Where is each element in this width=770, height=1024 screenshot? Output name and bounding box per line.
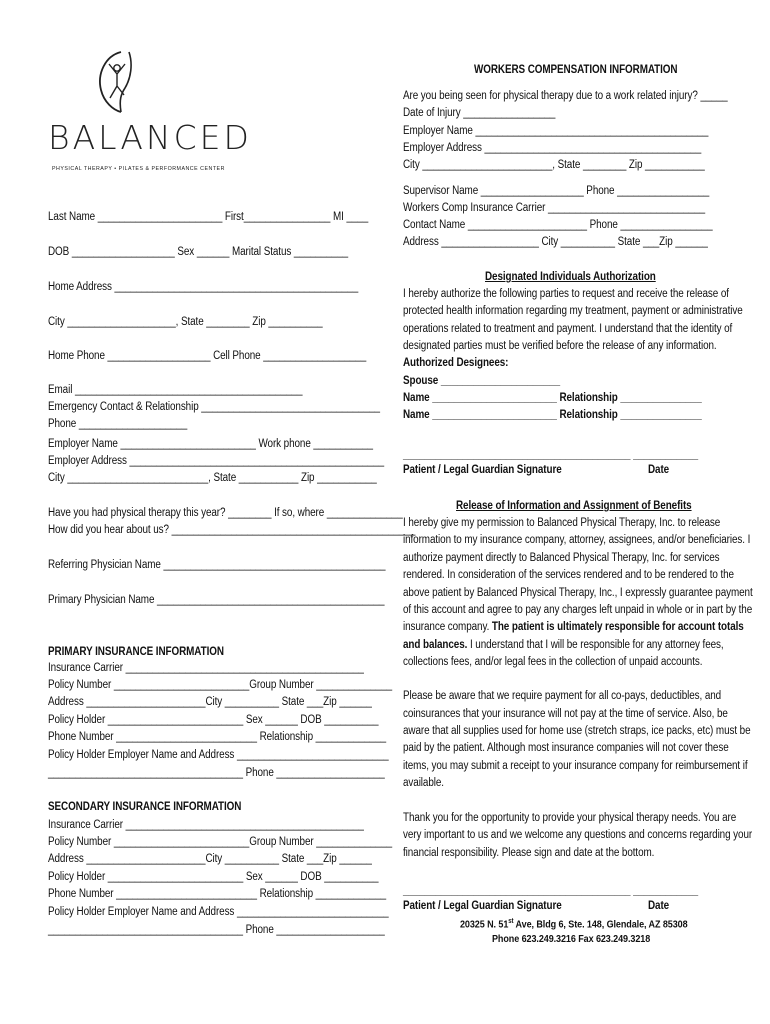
aware-text: coinsurances that your insurance will not pay at the time of service. Also, be bbox=[403, 708, 728, 720]
release-text: authorize payment directly to Balanced Physical Therapy, Inc. for services bbox=[403, 552, 720, 564]
aware-text: paid by the patient. Although most insurance companies will not cover these bbox=[403, 742, 729, 754]
release-text-bold: and balances. bbox=[403, 639, 468, 651]
aware-text: items, you may submit a receipt to your insurance company for reimbursement if bbox=[403, 760, 748, 772]
primary-insurance-line: Insurance Carrier ____________________________________________ bbox=[48, 662, 364, 674]
thanks-text: financial responsibility. Please sign and date at the bottom. bbox=[403, 847, 655, 859]
clinic-address-b: Ave, Bldg 6, Ste. 148, Glendale, AZ 85308 bbox=[513, 918, 688, 931]
secondary-insurance-heading: SECONDARY INSURANCE INFORMATION bbox=[48, 801, 242, 813]
release-text: of this account and agree to pay any charges left unpaid in whole or in part by the bbox=[403, 604, 753, 616]
primary-insurance-heading: PRIMARY INSURANCE INFORMATION bbox=[48, 646, 224, 658]
release-text: collections fees, and/or legal fees in the collection of unpaid accounts. bbox=[403, 656, 703, 668]
primary-physician-line: Primary Physician Name __________________________________________ bbox=[48, 594, 385, 606]
signature-line: __________________________________________ ____________ bbox=[403, 449, 699, 461]
release-text-bold: The patient is ultimately responsible for account totals bbox=[491, 621, 744, 633]
primary-insurance-line: Address ______________________City __________ State ___Zip ______ bbox=[48, 696, 372, 708]
release-text-plain: insurance company. bbox=[403, 621, 492, 633]
wc-line: Employer Address ________________________________________ bbox=[403, 142, 702, 154]
secondary-insurance-line: Address ______________________City __________ State ___Zip ______ bbox=[48, 853, 372, 865]
release-text-plain: I understand that I will be responsible for any attorney fees, bbox=[467, 639, 724, 651]
primary-insurance-line: Policy Number _________________________Group Number ______________ bbox=[48, 679, 393, 691]
dob-line: DOB ___________________ Sex ______ Marital Status __________ bbox=[48, 246, 349, 258]
release-heading: Release of Information and Assignment of Benefits bbox=[456, 500, 692, 512]
balanced-logo-figure-icon bbox=[95, 48, 139, 114]
final-date-label: Date bbox=[648, 900, 670, 912]
hear-about-line: How did you hear about us? _____________________________________________ bbox=[48, 524, 416, 536]
designees-label: Authorized Designees: bbox=[403, 357, 509, 369]
release-text-line8 bbox=[403, 638, 724, 652]
signature-label: Patient / Legal Guardian Signature bbox=[403, 464, 562, 476]
wc-line: Employer Name ___________________________________________ bbox=[403, 125, 709, 137]
clinic-address-sup: st bbox=[508, 918, 514, 925]
wc-line: Contact Name ______________________ Phone _________________ bbox=[403, 219, 713, 231]
name-line: Last Name _______________________ First________________ MI ____ bbox=[48, 211, 369, 223]
emergency-contact-line: Emergency Contact & Relationship _________________________________ bbox=[48, 401, 380, 413]
designated-heading: Designated Individuals Authorization bbox=[485, 271, 656, 283]
email-line: Email __________________________________________ bbox=[48, 384, 303, 396]
aware-text: Please be aware that we require payment for all co-pays, deductibles, and bbox=[403, 690, 722, 702]
final-signature-label: Patient / Legal Guardian Signature bbox=[403, 900, 562, 912]
release-text: above patient by Balanced Physical Therapy, Inc., I expressly guarantee payment bbox=[403, 587, 753, 599]
employer-city-line: City __________________________, State ___________ Zip ___________ bbox=[48, 472, 377, 484]
clinic-address bbox=[460, 915, 688, 932]
wc-line: Supervisor Name ___________________ Phone _________________ bbox=[403, 185, 710, 197]
secondary-insurance-line: Policy Number _________________________Group Number ______________ bbox=[48, 836, 393, 848]
designee-name-line: Name _______________________ Relationship _______________ bbox=[403, 392, 702, 404]
date-label: Date bbox=[648, 464, 670, 476]
home-address-line: Home Address _____________________________________________ bbox=[48, 281, 359, 293]
referring-physician-line: Referring Physician Name _________________________________________ bbox=[48, 559, 386, 571]
designated-text: designated parties must be verified before the release of any information. bbox=[403, 340, 717, 352]
wc-line: Address __________________ City __________ State ___Zip ______ bbox=[403, 236, 708, 248]
secondary-insurance-line: Policy Holder Employer Name and Address ____________________________ bbox=[48, 906, 389, 918]
pt-this-year-line: Have you had physical therapy this year? ________ If so, where ______________ bbox=[48, 507, 403, 519]
thanks-text: very important to us and we welcome any questions and concerns regarding your bbox=[403, 829, 753, 841]
aware-text: available. bbox=[403, 777, 444, 789]
release-text: rendered. In consideration of the services rendered and to be rendered to the bbox=[403, 569, 734, 581]
employer-address-line: Employer Address _______________________________________________ bbox=[48, 455, 385, 467]
primary-insurance-line: Phone Number __________________________ Relationship _____________ bbox=[48, 731, 387, 743]
logo-tagline: PHYSICAL THERAPY • PILATES & PERFORMANCE CENTER bbox=[52, 166, 225, 172]
release-text-line7 bbox=[403, 620, 744, 634]
wc-line: City ________________________, State ________ Zip ___________ bbox=[403, 159, 705, 171]
primary-insurance-line: ____________________________________ Phone ____________________ bbox=[48, 767, 385, 779]
city-line: City ____________________, State ________ Zip __________ bbox=[48, 316, 323, 328]
employer-name-line: Employer Name _________________________ Work phone ___________ bbox=[48, 438, 373, 450]
wc-line: Date of Injury _________________ bbox=[403, 107, 556, 119]
logo-wordmark: BALANCED bbox=[48, 118, 252, 157]
thanks-text: Thank you for the opportunity to provide your physical therapy needs. You are bbox=[403, 812, 737, 824]
workers-comp-heading: WORKERS COMPENSATION INFORMATION bbox=[474, 64, 678, 76]
clinic-address-a: 20325 N. 51 bbox=[460, 918, 509, 931]
designee-name-line: Name _______________________ Relationship _______________ bbox=[403, 409, 702, 421]
secondary-insurance-line: Phone Number __________________________ Relationship _____________ bbox=[48, 888, 387, 900]
secondary-insurance-line: Insurance Carrier ____________________________________________ bbox=[48, 819, 364, 831]
secondary-insurance-line: Policy Holder _________________________ Sex ______ DOB __________ bbox=[48, 871, 379, 883]
wc-line: Workers Comp Insurance Carrier _____________________________ bbox=[403, 202, 706, 214]
release-text: information to my insurance company, attorney, assignees, and/or beneficiaries. I bbox=[403, 534, 751, 546]
final-signature-line: __________________________________________ ____________ bbox=[403, 885, 699, 897]
aware-text: aware that all supplies used for home use (stretch straps, ice packs, etc) must be bbox=[403, 725, 751, 737]
clinic-phone-fax: Phone 623.249.3216 Fax 623.249.3218 bbox=[492, 933, 651, 945]
emergency-phone-line: Phone ____________________ bbox=[48, 418, 188, 430]
designated-text: protected health information regarding my treatment, payment or administrative bbox=[403, 305, 743, 317]
wc-line: Are you being seen for physical therapy due to a work related injury? _____ bbox=[403, 90, 728, 102]
designated-text: operations related to treatment and payment. I understand that the identity of bbox=[403, 323, 733, 335]
secondary-insurance-line: ____________________________________ Phone ____________________ bbox=[48, 924, 385, 936]
phone-line: Home Phone ___________________ Cell Phone ___________________ bbox=[48, 350, 367, 362]
release-text: I hereby give my permission to Balanced Physical Therapy, Inc. to release bbox=[403, 517, 721, 529]
spouse-line: Spouse ______________________ bbox=[403, 375, 560, 387]
primary-insurance-line: Policy Holder _________________________ Sex ______ DOB __________ bbox=[48, 714, 379, 726]
designated-text: I hereby authorize the following parties to request and receive the release of bbox=[403, 288, 729, 300]
primary-insurance-line: Policy Holder Employer Name and Address ____________________________ bbox=[48, 749, 389, 761]
